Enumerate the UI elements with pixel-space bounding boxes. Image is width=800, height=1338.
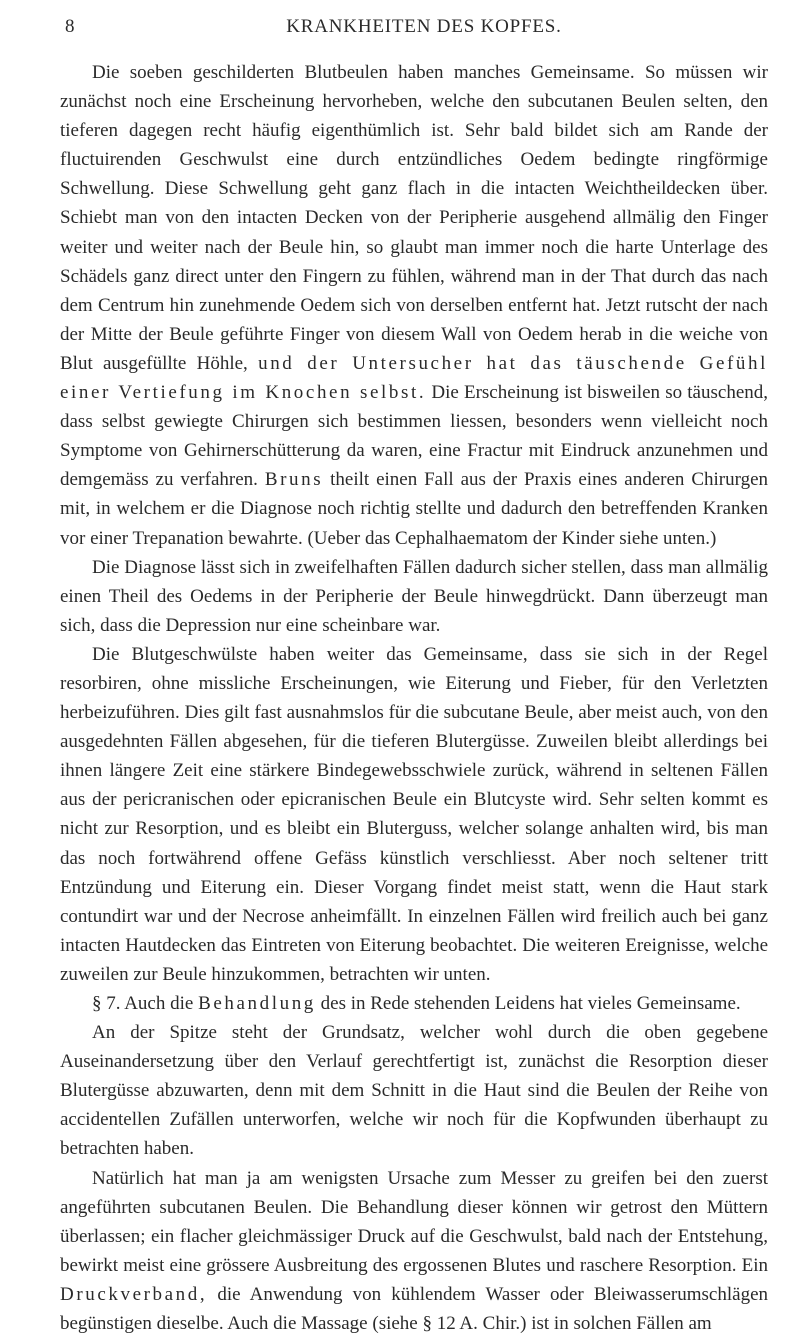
spaced-emphasis-untersucher: und der Untersucher hat das täuschende Gefühl einer Vertiefung im Knochen selbst. [60,352,769,404]
paragraph-6-text-b: die Anwendung von kühlendem Wasser oder Bleiwasserumschlägen begünstigen dieselbe. Auch die Massage (siehe § 12 A. Chir.) ist in solchen Fällen am [60,1283,768,1335]
page-number: 8 [65,16,75,37]
paragraph-1 [60,58,768,553]
page-header [60,0,768,58]
spaced-emphasis-behandlung: Behandlung [198,993,316,1014]
paragraph-6-text-a: Natürlich hat man ja am wenigsten Ursache zum Messer zu greifen bei den zuerst angeführten subcutanen Beulen. Die Behandlung dieser können wir getrost den Müttern überlassen; ein flacher gleichmässiger Druck auf die Geschwulst, bald nach der Entstehung, bewirkt meist eine grössere Ausbreitung des ergossenen Blutes und raschere Resorption. Ein [60,1167,768,1276]
book-page [60,0,768,1338]
running-head: KRANKHEITEN DES KOPFES. [286,16,562,37]
paragraph-1-text-a: Die soeben geschilderten Blutbeulen haben manches Gemeinsame. So müssen wir zunächst noch eine Erscheinung hervorheben, welche den subcutanen Beulen selten, den tieferen dagegen recht häufig eigenthümlich ist. Sehr bald bildet sich am Rande der fluctuirenden Geschwulst eine durch entzündliches Oedem bedingte ringförmige Schwellung. Diese Schwellung geht ganz flach in die intacten Weichtheildecken über. Schiebt man von den intacten Decken von der Peripherie ausgehend allmälig den Finger weiter und weiter nach der Beule hin, so glaubt man immer noch die harte Unterlage des Schädels ganz direct unter den Fingern zu fühlen, während man in der That durch das nach dem Centrum hin zunehmende Oedem sich von derselben entfernt hat. Jetzt rutscht der nach der Mitte der Beule geführte Finger von diesem Wall von Oedem herab in die weiche von Blut ausgefüllte Höhle, [60,62,768,374]
section-7-text-b: des in Rede stehenden Leidens hat vieles Gemeinsame. [320,993,741,1014]
paragraph-6 [60,1164,768,1338]
paragraph-3: Die Blutgeschwülste haben weiter das Gemeinsame, dass sie sich in der Regel resorbiren, ohne missliche Erscheinungen, wie Eiterung und Fieber, für den Verletzten herbeizuführen. Dies gilt fast ausnahmslos für die subcutane Beule, aber meist auch, von den ausgedehnten Fällen abgesehen, für die tieferen Blutergüsse. Zuweilen bleibt allerdings bei ihnen längere Zeit eine stärkere Bindegewebsschwiele zurück, während in seltenen Fällen aus der pericranischen oder epicranischen Beule ein Blutcyste wird. Sehr selten kommt es nicht zur Resorption, und es bleibt ein Bluterguss, welcher solange anhalten wird, bis man das noch fortwährend offene Gefäss künstlich verschliesst. Aber noch seltener tritt Entzündung und Eiterung ein. Dieser Vorgang findet meist statt, wenn die Haut stark contundirt war und der Necrose anheimfällt. In einzelnen Fällen wird freilich auch bei ganz intacten Hautdecken das Eintreten von Eiterung beobachtet. Die weiteren Ereignisse, welche zuweilen zur Beule hinzukommen, betrachten wir unten. [60,643,768,985]
spaced-emphasis-druckverband: Druckverband, [60,1283,208,1305]
paragraph-1-text-c: theilt einen Fall aus der Praxis eines anderen Chirurgen mit, in welchem er die Diagnose noch richtig stellte und dadurch den betreffenden Kranken vor einer Trepanation bewahrte. (Ueber das Cephalhaematom der Kinder siehe unten.) [60,469,769,549]
paragraph-4-section-7 [60,989,768,1018]
body-text [60,58,768,1338]
spaced-emphasis-bruns: Bruns [264,469,324,491]
section-7-text-a: § 7. Auch die [92,993,194,1014]
paragraph-2: Die Diagnose lässt sich in zweifelhaften Fällen dadurch sicher stellen, dass man allmälig einen Theil des Oedems in der Peripherie der Beule hinwegdrückt. Dann überzeugt man sich, dass die Depression nur eine scheinbare war. [60,556,768,636]
paragraph-1-text-b: Die Erscheinung ist bisweilen so täuschend, dass selbst gewiegte Chirurgen sich bestimmen liessen, besonders wenn vielleicht noch Symptome von Gehirnerschütterung da waren, eine Fractur mit Eindruck anzunehmen und demgemäss zu verfahren. [60,382,769,491]
paragraph-5: An der Spitze steht der Grundsatz, welcher wohl durch die oben gegebene Auseinandersetzung über den Verlauf gerechtfertigt ist, zunächst die Resorption dieser Blutergüsse abzuwarten, denn mit dem Schnitt in die Haut sind die Beulen der Reihe von accidentellen Zufällen unterworfen, welche wir noch für die Kopfwunden überhaupt zu betrachten haben. [60,1022,768,1160]
